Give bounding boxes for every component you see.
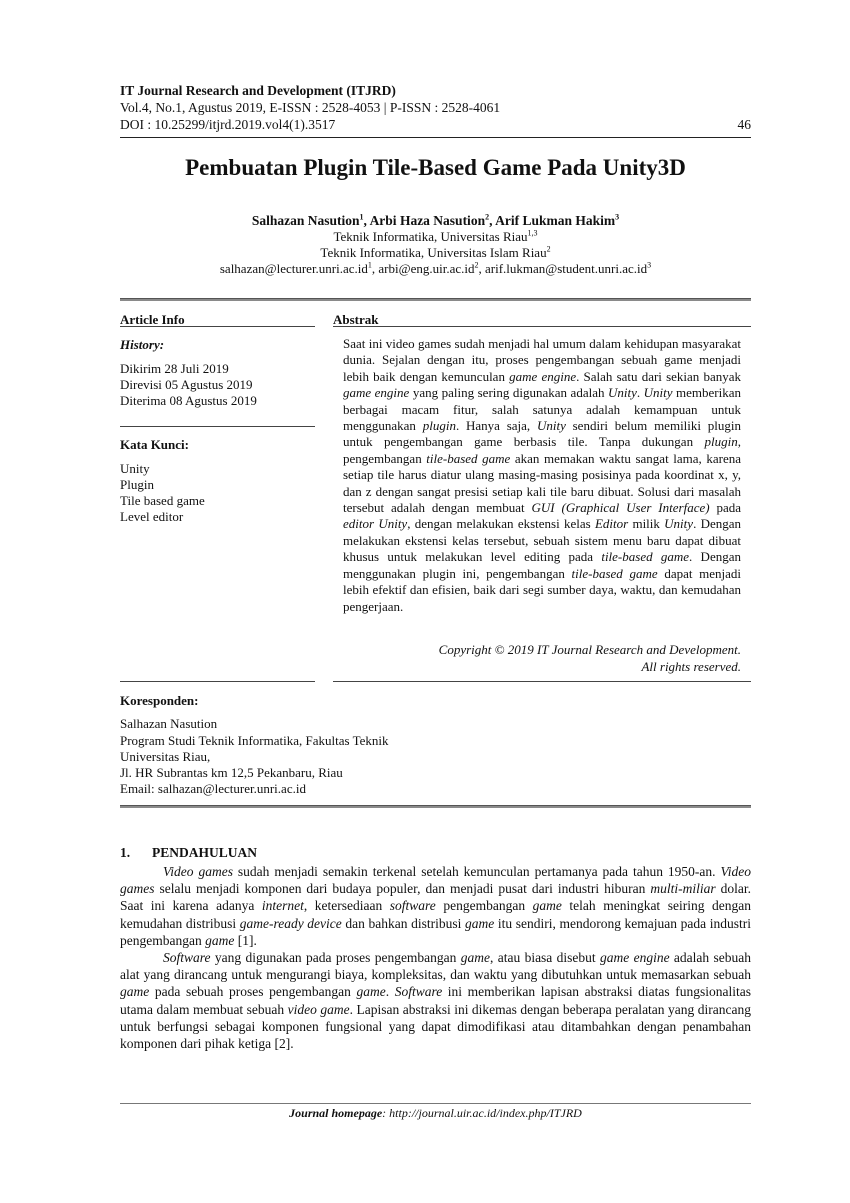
history-heading: History: — [120, 337, 165, 352]
affiliation-1-sup: 1,3 — [527, 228, 538, 238]
footer-rule — [120, 1103, 751, 1104]
history-submitted: Dikirim 28 Juli 2019 — [120, 361, 229, 376]
email-3[interactable]: arif.lukman@student.unri.ac.id — [484, 261, 648, 276]
abstract-rule — [333, 326, 751, 327]
section-title: PENDAHULUAN — [152, 845, 258, 860]
footer-label: Journal homepage — [289, 1106, 383, 1120]
section-number: 1. — [120, 845, 131, 860]
journal-name: IT Journal Research and Development (ITJRD) — [120, 83, 396, 98]
author-3-sup: 3 — [615, 212, 620, 222]
journal-homepage-link[interactable]: http://journal.uir.ac.id/index.php/ITJRD — [389, 1106, 582, 1120]
intro-paragraph-1: Video games sudah menjadi semakin terkenal setelah kemunculan pertamanya pada tahun 1950-an. Video games selalu menjadi komponen dari budaya populer, dan menjadi pusat dari industri hiburan multi-miliar dolar. Saat ini karena adanya internet, ketersediaan software pengembangan game telah meningkat seiring dengan kemudahan distribusi game-ready device dan bahkan distribusi game itu sendiri, mendorong kemajuan pada industri pengembangan game [1]. — [120, 864, 752, 948]
affiliation-2-sup: 2 — [546, 244, 551, 254]
volume-line: Vol.4, No.1, Agustus 2019, E-ISSN : 2528-4053 | P-ISSN : 2528-4061 — [120, 100, 501, 115]
author-3: Arif Lukman Hakim — [495, 213, 616, 228]
correspondence-block — [120, 693, 540, 798]
paper-title: Pembuatan Plugin Tile-Based Game Pada Unity3D — [185, 155, 686, 180]
history-rule — [120, 426, 315, 427]
copyright-line-1: Copyright © 2019 IT Journal Research and Development. — [438, 642, 741, 657]
article-info-heading: Article Info — [120, 312, 185, 327]
author-2: Arbi Haza Nasution — [369, 213, 486, 228]
doi: DOI : 10.25299/itjrd.2019.vol4(1).3517 — [120, 117, 336, 132]
abstract-bottom-rule — [333, 681, 751, 682]
intro-body — [120, 863, 751, 1052]
correspondence-line: Program Studi Teknik Informatika, Fakultas Teknik — [120, 732, 389, 748]
history-revised: Direvisi 05 Agustus 2019 — [120, 377, 253, 392]
correspondence-heading: Koresponden: — [120, 693, 199, 708]
affiliation-1-text: Teknik Informatika, Universitas Riau — [333, 229, 528, 244]
abstract-heading: Abstrak — [333, 312, 379, 327]
copyright-line-2: All rights reserved. — [641, 659, 741, 674]
correspondence-line: Universitas Riau, — [120, 748, 211, 764]
keyword-item: Tile based game — [120, 493, 205, 508]
author-2-sup: 2 — [485, 212, 490, 222]
copyright-notice — [343, 641, 741, 675]
journal-header — [120, 82, 751, 133]
journal-homepage-footer — [120, 1106, 751, 1121]
keyword-item: Level editor — [120, 509, 184, 524]
author-emails: $salhazan@lecturer.unri.ac.id^1$, $arbi@eng.uir.ac.id^2$, $arif.lukman@student.unri.ac.id^3$ — [219, 260, 652, 276]
abstract-body: Saat ini video games sudah menjadi hal umum dalam kehidupan masyarakat dunia. Sejalan dengan itu, proses pengembangan sebuah game menjadi lebih baik dengan kemunculan game engine. Salah satu dari sekian banyak game engine yang paling sering digunakan adalah Unity. Unity memberikan berbagai macam fitur, salah satunya adalah kemampuan untuk menggunakan plugin. Hanya saja, Unity sendiri belum memiliki plugin untuk pengembangan game berbasis tile. Tanpa dukungan plugin, pengembangan tile-based game akan memakan waktu sangat lama, karena setiap tile harus diatur ulang masing-masing posisinya pada koordinat x, y, dan z dengan sangat presisi setiap kali tile baru dibuat. Solusi dari masalah tersebut adalah dengan membuat GUI (Graphical User Interface) pada editor Unity, dengan melakukan ekstensi kelas Editor milik Unity. Dengan melakukan ekstensi kelas tersebut, sebuah sistem menu baru dapat dibuat khusus untuk melakukan level editing pada tile-based game. Dengan menggunakan plugin ini, pengembangan tile-based game dapat menjadi lebih efektif dan efisien, baik dari segi sumber daya, waktu, dan kemudahan pengerjaan. — [343, 336, 742, 614]
keywords-rule — [120, 681, 315, 682]
info-top-rule — [120, 298, 751, 301]
keyword-item: Plugin — [120, 477, 154, 492]
keywords-block — [120, 437, 315, 525]
correspondence-line: Salhazan Nasution — [120, 716, 218, 732]
affiliation-2-text: Teknik Informatika, Universitas Islam Riau — [320, 245, 547, 260]
keyword-item: Unity — [120, 461, 150, 476]
info-bottom-rule — [120, 805, 751, 808]
correspondence-email: Email: salhazan@lecturer.unri.ac.id — [120, 781, 306, 797]
author-names: Salhazan Nasution$^1$, Arbi Haza Nasution$^2$, Arif Lukman Hakim$^3$ — [251, 212, 620, 228]
affiliation-1 — [120, 229, 751, 245]
page-number: 46 — [737, 117, 751, 132]
header-rule — [120, 137, 751, 138]
footer-colon: : — [382, 1106, 390, 1120]
email-1[interactable]: salhazan@lecturer.unri.ac.id — [219, 261, 368, 276]
email-2-sup: 2 — [474, 260, 479, 270]
author-block — [120, 213, 751, 277]
author-1-sup: 1 — [359, 212, 364, 222]
email-3-sup: 3 — [647, 260, 652, 270]
intro-paragraph-2: Software yang digunakan pada proses pengembangan game, atau biasa disebut game engine adalah sebuah alat yang dirancang untuk mengurangi biaya, kompleksitas, dan waktu yang dibutuhkan untuk memasarkan sebuah game pada sebuah proses pengembangan game. Software ini memberikan lapisan abstraksi diatas fungsionalitas utama dalam membuat sebuah video game. Lapisan abstraksi ini dikemas dengan beberapa peralatan yang dirancang untuk berfungsi sebagai komponen fungsional yang dapat dimodifikasi atau ditambahkan dengan penambahan komponen dari pihak ketiga [2]. — [120, 950, 752, 1052]
history-accepted: Diterima 08 Agustus 2019 — [120, 393, 257, 408]
keywords-heading: Kata Kunci: — [120, 437, 189, 452]
section-heading-intro — [120, 845, 257, 861]
history-block — [120, 337, 315, 409]
email-2[interactable]: arbi@eng.uir.ac.id — [378, 261, 475, 276]
correspondence-line: Jl. HR Subrantas km 12,5 Pekanbaru, Riau — [120, 765, 343, 781]
author-1: Salhazan Nasution — [251, 213, 360, 228]
affiliation-2 — [120, 245, 751, 261]
email-1-sup: 1 — [367, 260, 372, 270]
